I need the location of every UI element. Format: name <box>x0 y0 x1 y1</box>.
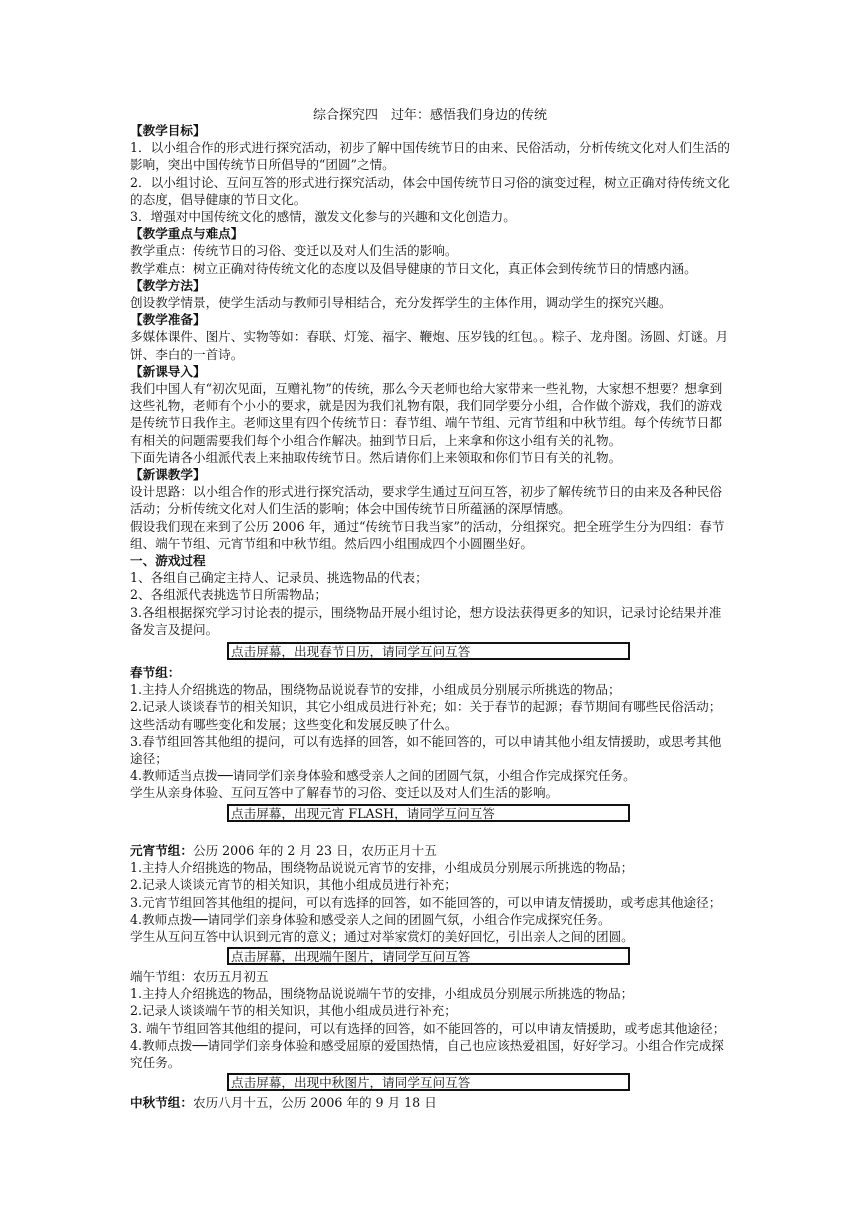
page-title: 综合探究四 过年：感悟我们身边的传统 <box>312 108 547 123</box>
lantern-summary: 学生从互问互答中认识到元宵的意义；通过对举家赏灯的美好回忆，引出亲人之间的团圆。 <box>130 929 634 945</box>
lantern-group-heading-line <box>130 842 733 859</box>
heading-methods: 【教学方法】 <box>130 277 206 293</box>
design-idea: 设计思路：以小组合作的形式进行探究活动，要求学生通过互问互答，初步了解传统节日的由来及各种民俗活动；分析传统文化对人们生活的影响；体会中国传统节日所蕴涵的深厚情感。 <box>130 484 722 517</box>
game-step-3: 3.各组根据探究学习讨论表的提示，围绕物品开展小组讨论，想方设法获得更多的知识，记录讨论结果并准备发言及提问。 <box>130 604 722 637</box>
spring-item-2: 2.记录人谈谈春节的相关知识，其它小组成员进行补充；如：关于春节的起源；春节期间有哪些民俗活动；这些活动有哪些变化和发展；这些变化和发展反映了什么。 <box>130 699 722 732</box>
heading-key-points: 【教学重点与难点】 <box>130 226 244 242</box>
objective-2: 2．以小组讨论、互问互答的形式进行探究活动，体会中国传统节日习俗的演变过程，树立正确对待传统文化的态度，倡导健康的节日文化。 <box>130 174 730 207</box>
heading-new-lesson: 【新课教学】 <box>130 467 206 483</box>
lantern-prompt-box: 点击屏幕，出现元宵 FLASH，请同学互问互答 <box>227 804 630 822</box>
lantern-date: 公历 2006 年的 2 月 23 日，农历正月十五 <box>192 843 437 858</box>
intro-block <box>130 122 733 638</box>
spring-item-1: 1.主持人介绍挑选的物品，围绕物品说说春节的安排，小组成员分别展示所挑选的物品； <box>130 682 621 698</box>
spring-prompt-box: 点击屏幕，出现春节日历，请同学互问互答 <box>227 642 630 660</box>
lantern-group-block <box>130 842 733 945</box>
preparation-text: 多媒体课件、图片、实物等如：春联、灯笼、福字、鞭炮、压岁钱的红包。。粽子、龙舟图。汤圆、灯谜。月饼、李白的一首诗。 <box>130 329 729 362</box>
midautumn-group-heading: 中秋节组： <box>130 1095 193 1110</box>
heading-objectives: 【教学目标】 <box>130 123 206 138</box>
scenario-text: 假设我们现在来到了公历 2006 年，通过“传统节日我当家”的活动，分组探究。把全班学生分为四组：春节组、端午节组、元宵节组和中秋节组。然后四小组围成四个小圆圈坐好。 <box>130 518 725 551</box>
dragon-item-4: 4.教师点拨──请同学们亲身体验和感受屈原的爱国热情，自己也应该热爱祖国，好好学习。小组合作完成探究任务。 <box>130 1037 724 1071</box>
dragon-group-block <box>130 968 733 1071</box>
introduction-text: 我们中国人有“初次见面，互赠礼物”的传统，那么今天老师也给大家带来一些礼物，大家想不想要？想拿到这些礼物，老师有个小小的要求，就是因为我们礼物有限，我们同学要分小组，合作做个游戏，我们的游戏是传统节日我作主。老师这里有四个传统节日：春节组、端午节组、元宵节组和中秋节组。每个传统节日都有相关的问题需要我们每个小组合作解决。抽到节日后，上来拿和你这小组有关的礼物。 <box>130 381 723 448</box>
difficult-point: 教学难点：树立正确对待传统文化的态度以及倡导健康的节日文化，真正体会到传统节日的情感内涵。 <box>130 260 697 276</box>
game-step-1: 1、各组自己确定主持人、记录员、挑选物品的代表； <box>130 570 428 586</box>
midautumn-prompt-box: 点击屏幕，出现中秋图片，请同学互问互答 <box>227 1073 630 1091</box>
spring-item-4: 4.教师适当点拨──请同学们亲身体验和感受亲人之间的团圆气氛，小组合作完成探究任务。 <box>130 768 636 784</box>
dragon-item-3: 3. 端午节组回答其他组的提问，可以有选择的回答，如不能回答的，可以申请友情援助，或考虑其他途径； <box>130 1020 726 1036</box>
introduction-text-2: 下面先请各小组派代表上来抽取传统节日。然后请你们上来领取和你们节日有关的礼物。 <box>130 449 622 465</box>
dragon-prompt-box: 点击屏幕，出现端午图片，请同学互问互答 <box>227 947 630 965</box>
game-step-2: 2、各组派代表挑选节日所需物品； <box>130 587 327 603</box>
key-point: 教学重点：传统节日的习俗、变迁以及对人们生活的影响。 <box>130 243 458 259</box>
objective-3: 3．增强对中国传统文化的感情，激发文化参与的兴趣和文化创造力。 <box>130 209 516 225</box>
dragon-item-2: 2.记录人谈谈端午节的相关知识，其他小组成员进行补充； <box>130 1003 457 1019</box>
dragon-item-1: 1.主持人介绍挑选的物品，围绕物品说说端午节的安排，小组成员分别展示所挑选的物品； <box>130 986 634 1002</box>
dragon-group-heading: 端午节组：农历五月初五 <box>130 969 269 984</box>
subheading-game-process: 一、游戏过程 <box>130 553 206 569</box>
lantern-group-heading: 元宵节组： <box>130 843 193 858</box>
midautumn-group-heading-line <box>130 1094 733 1111</box>
spring-item-3: 3.春节组回答其他组的提问，可以有选择的回答，如不能回答的，可以申请其他小组友情援助，或思考其他途径； <box>130 733 722 767</box>
spring-group-heading: 春节组： <box>130 665 181 680</box>
lantern-item-2: 2.记录人谈谈元宵节的相关知识，其他小组成员进行补充； <box>130 877 457 893</box>
spring-group-block <box>130 664 733 802</box>
heading-preparation: 【教学准备】 <box>130 312 206 328</box>
spring-summary: 学生从亲身体验、互问互答中了解春节的习俗、变迁以及对人们生活的影响。 <box>130 785 559 801</box>
lantern-item-4: 4.教师点拨──请同学们亲身体验和感受亲人之间的团圆气氛，小组合作完成探究任务。 <box>130 911 611 927</box>
heading-introduction: 【新课导入】 <box>130 363 206 379</box>
lantern-item-3: 3.元宵节组回答其他组的提问，可以有选择的回答，如不能回答的，可以申请友情援助，或考虑其他途径； <box>130 894 722 910</box>
midautumn-group-block <box>130 1094 733 1111</box>
methods-text: 创设教学情景，使学生活动与教师引导相结合，充分发挥学生的主体作用，调动学生的探究兴趣。 <box>130 295 672 311</box>
objective-1: 1．以小组合作的形式进行探究活动，初步了解中国传统节日的由来、民俗活动，分析传统文化对人们生活的影响，突出中国传统节日所倡导的“团圆”之情。 <box>130 140 730 173</box>
lantern-item-1: 1.主持人介绍挑选的物品，围绕物品说说元宵节的安排，小组成员分别展示所挑选的物品； <box>130 860 634 876</box>
midautumn-date: 农历八月十五，公历 2006 年的 9 月 18 日 <box>192 1095 437 1110</box>
